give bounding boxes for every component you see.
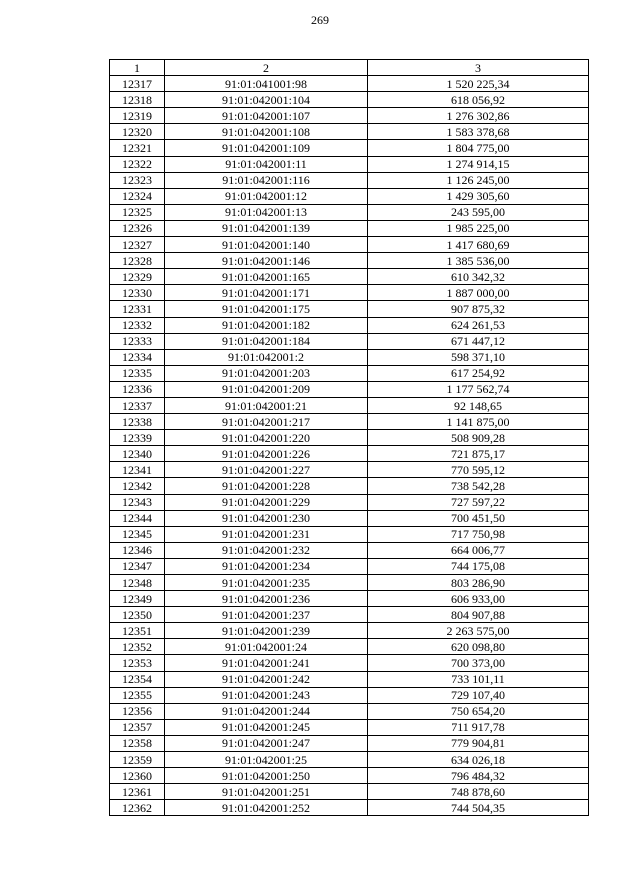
value-cell: 92 148,65 [368,397,589,413]
table-row [110,446,589,462]
row-number-cell: 12360 [110,768,165,784]
value-cell: 2 263 575,00 [368,623,589,639]
table-row [110,430,589,446]
row-number-cell: 12362 [110,800,165,816]
table-row [110,172,589,188]
table-row [110,687,589,703]
table-row [110,784,589,800]
cadastral-number-cell: 91:01:042001:25 [165,752,368,768]
cadastral-number-cell: 91:01:042001:109 [165,140,368,156]
row-number-cell: 12356 [110,703,165,719]
row-number-cell: 12354 [110,671,165,687]
column-header-2: 2 [165,60,368,76]
row-number-cell: 12326 [110,220,165,236]
cadastral-number-cell: 91:01:042001:230 [165,510,368,526]
value-cell: 700 373,00 [368,655,589,671]
value-cell: 1 274 914,15 [368,156,589,172]
cadastral-number-cell: 91:01:042001:11 [165,156,368,172]
value-cell: 738 542,28 [368,478,589,494]
table-row [110,285,589,301]
row-number-cell: 12348 [110,575,165,591]
row-number-cell: 12355 [110,687,165,703]
value-cell: 671 447,12 [368,333,589,349]
table-row [110,800,589,816]
cadastral-number-cell: 91:01:042001:140 [165,237,368,253]
table-row [110,462,589,478]
cadastral-number-cell: 91:01:042001:237 [165,607,368,623]
value-cell: 1 583 378,68 [368,124,589,140]
value-cell: 1 385 536,00 [368,253,589,269]
cadastral-number-cell: 91:01:042001:108 [165,124,368,140]
row-number-cell: 12323 [110,172,165,188]
row-number-cell: 12328 [110,253,165,269]
row-number-cell: 12341 [110,462,165,478]
table-row [110,719,589,735]
row-number-cell: 12349 [110,591,165,607]
value-cell: 1 429 305,60 [368,188,589,204]
value-cell: 1 887 000,00 [368,285,589,301]
table-row [110,76,589,92]
row-number-cell: 12346 [110,542,165,558]
cadastral-number-cell: 91:01:042001:220 [165,430,368,446]
table-row [110,269,589,285]
value-cell: 721 875,17 [368,446,589,462]
table-row [110,365,589,381]
table-row [110,591,589,607]
cadastral-number-cell: 91:01:042001:241 [165,655,368,671]
cadastral-number-cell: 91:01:042001:242 [165,671,368,687]
cadastral-number-cell: 91:01:042001:209 [165,381,368,397]
cadastral-number-cell: 91:01:042001:236 [165,591,368,607]
value-cell: 624 261,53 [368,317,589,333]
row-number-cell: 12329 [110,269,165,285]
cadastral-number-cell: 91:01:042001:245 [165,719,368,735]
value-cell: 748 878,60 [368,784,589,800]
value-cell: 729 107,40 [368,687,589,703]
value-cell: 717 750,98 [368,526,589,542]
row-number-cell: 12325 [110,204,165,220]
table-row [110,510,589,526]
table-row [110,671,589,687]
value-cell: 1 126 245,00 [368,172,589,188]
value-cell: 610 342,32 [368,269,589,285]
value-cell: 804 907,88 [368,607,589,623]
table-row [110,333,589,349]
row-number-cell: 12322 [110,156,165,172]
cadastral-number-cell: 91:01:042001:13 [165,204,368,220]
table-body [110,60,589,816]
table-row [110,526,589,542]
cadastral-number-cell: 91:01:042001:175 [165,301,368,317]
cadastral-number-cell: 91:01:042001:165 [165,269,368,285]
row-number-cell: 12318 [110,92,165,108]
table-row [110,237,589,253]
row-number-cell: 12359 [110,752,165,768]
value-cell: 1 520 225,34 [368,76,589,92]
row-number-cell: 12335 [110,365,165,381]
cadastral-number-cell: 91:01:042001:107 [165,108,368,124]
cadastral-number-cell: 91:01:042001:184 [165,333,368,349]
row-number-cell: 12333 [110,333,165,349]
cadastral-number-cell: 91:01:042001:250 [165,768,368,784]
cadastral-number-cell: 91:01:042001:235 [165,575,368,591]
value-cell: 733 101,11 [368,671,589,687]
row-number-cell: 12336 [110,381,165,397]
table-row [110,381,589,397]
cadastral-number-cell: 91:01:042001:229 [165,494,368,510]
value-cell: 803 286,90 [368,575,589,591]
cadastral-number-cell: 91:01:042001:227 [165,462,368,478]
cadastral-number-cell: 91:01:042001:171 [165,285,368,301]
table-row [110,92,589,108]
cadastral-number-cell: 91:01:042001:226 [165,446,368,462]
table-row [110,253,589,269]
cadastral-number-cell: 91:01:042001:244 [165,703,368,719]
value-cell: 744 504,35 [368,800,589,816]
value-cell: 1 141 875,00 [368,414,589,430]
table-row [110,204,589,220]
value-cell: 796 484,32 [368,768,589,784]
row-number-cell: 12327 [110,237,165,253]
row-number-cell: 12358 [110,735,165,751]
row-number-cell: 12357 [110,719,165,735]
row-number-cell: 12320 [110,124,165,140]
cadastral-number-cell: 91:01:041001:98 [165,76,368,92]
row-number-cell: 12330 [110,285,165,301]
row-number-cell: 12339 [110,430,165,446]
value-cell: 1 417 680,69 [368,237,589,253]
cadastral-number-cell: 91:01:042001:228 [165,478,368,494]
cadastral-number-cell: 91:01:042001:182 [165,317,368,333]
column-header-3: 3 [368,60,589,76]
row-number-cell: 12338 [110,414,165,430]
row-number-cell: 12352 [110,639,165,655]
row-number-cell: 12324 [110,188,165,204]
cadastral-number-cell: 91:01:042001:146 [165,253,368,269]
cadastral-number-cell: 91:01:042001:232 [165,542,368,558]
table-row [110,188,589,204]
cadastral-number-cell: 91:01:042001:139 [165,220,368,236]
row-number-cell: 12331 [110,301,165,317]
table-row [110,397,589,413]
registry-table [109,59,589,816]
value-cell: 750 654,20 [368,703,589,719]
row-number-cell: 12351 [110,623,165,639]
row-number-cell: 12343 [110,494,165,510]
row-number-cell: 12332 [110,317,165,333]
table-row [110,655,589,671]
table-row [110,558,589,574]
cadastral-number-cell: 91:01:042001:24 [165,639,368,655]
table-row [110,301,589,317]
row-number-cell: 12353 [110,655,165,671]
column-header-1: 1 [110,60,165,76]
cadastral-number-cell: 91:01:042001:251 [165,784,368,800]
value-cell: 243 595,00 [368,204,589,220]
value-cell: 1 177 562,74 [368,381,589,397]
value-cell: 770 595,12 [368,462,589,478]
table-row [110,735,589,751]
row-number-cell: 12350 [110,607,165,623]
row-number-cell: 12334 [110,349,165,365]
row-number-cell: 12337 [110,397,165,413]
value-cell: 664 006,77 [368,542,589,558]
value-cell: 598 371,10 [368,349,589,365]
table-row [110,140,589,156]
cadastral-number-cell: 91:01:042001:239 [165,623,368,639]
value-cell: 634 026,18 [368,752,589,768]
row-number-cell: 12345 [110,526,165,542]
cadastral-number-cell: 91:01:042001:252 [165,800,368,816]
cadastral-number-cell: 91:01:042001:12 [165,188,368,204]
value-cell: 727 597,22 [368,494,589,510]
value-cell: 700 451,50 [368,510,589,526]
cadastral-number-cell: 91:01:042001:234 [165,558,368,574]
table-row [110,156,589,172]
value-cell: 1 985 225,00 [368,220,589,236]
table-row [110,220,589,236]
value-cell: 1 804 775,00 [368,140,589,156]
value-cell: 620 098,80 [368,639,589,655]
cadastral-number-cell: 91:01:042001:243 [165,687,368,703]
value-cell: 508 909,28 [368,430,589,446]
cadastral-number-cell: 91:01:042001:2 [165,349,368,365]
value-cell: 606 933,00 [368,591,589,607]
table-row [110,494,589,510]
table-row [110,639,589,655]
row-number-cell: 12342 [110,478,165,494]
table-row [110,478,589,494]
table-row [110,542,589,558]
row-number-cell: 12317 [110,76,165,92]
table-row [110,752,589,768]
cadastral-number-cell: 91:01:042001:231 [165,526,368,542]
table-row [110,607,589,623]
table-row [110,623,589,639]
row-number-cell: 12347 [110,558,165,574]
table-row [110,317,589,333]
cadastral-number-cell: 91:01:042001:21 [165,397,368,413]
value-cell: 779 904,81 [368,735,589,751]
row-number-cell: 12361 [110,784,165,800]
table-row [110,768,589,784]
value-cell: 617 254,92 [368,365,589,381]
value-cell: 1 276 302,86 [368,108,589,124]
row-number-cell: 12344 [110,510,165,526]
row-number-cell: 12321 [110,140,165,156]
cadastral-number-cell: 91:01:042001:217 [165,414,368,430]
table-row [110,703,589,719]
page-number: 269 [311,13,329,27]
row-number-cell: 12319 [110,108,165,124]
cadastral-number-cell: 91:01:042001:203 [165,365,368,381]
table-row [110,108,589,124]
value-cell: 744 175,08 [368,558,589,574]
cadastral-number-cell: 91:01:042001:116 [165,172,368,188]
row-number-cell: 12340 [110,446,165,462]
table-header-row [110,60,589,76]
table-row [110,414,589,430]
value-cell: 907 875,32 [368,301,589,317]
cadastral-number-cell: 91:01:042001:104 [165,92,368,108]
table-row [110,124,589,140]
table-row [110,575,589,591]
value-cell: 711 917,78 [368,719,589,735]
value-cell: 618 056,92 [368,92,589,108]
cadastral-number-cell: 91:01:042001:247 [165,735,368,751]
table-row [110,349,589,365]
